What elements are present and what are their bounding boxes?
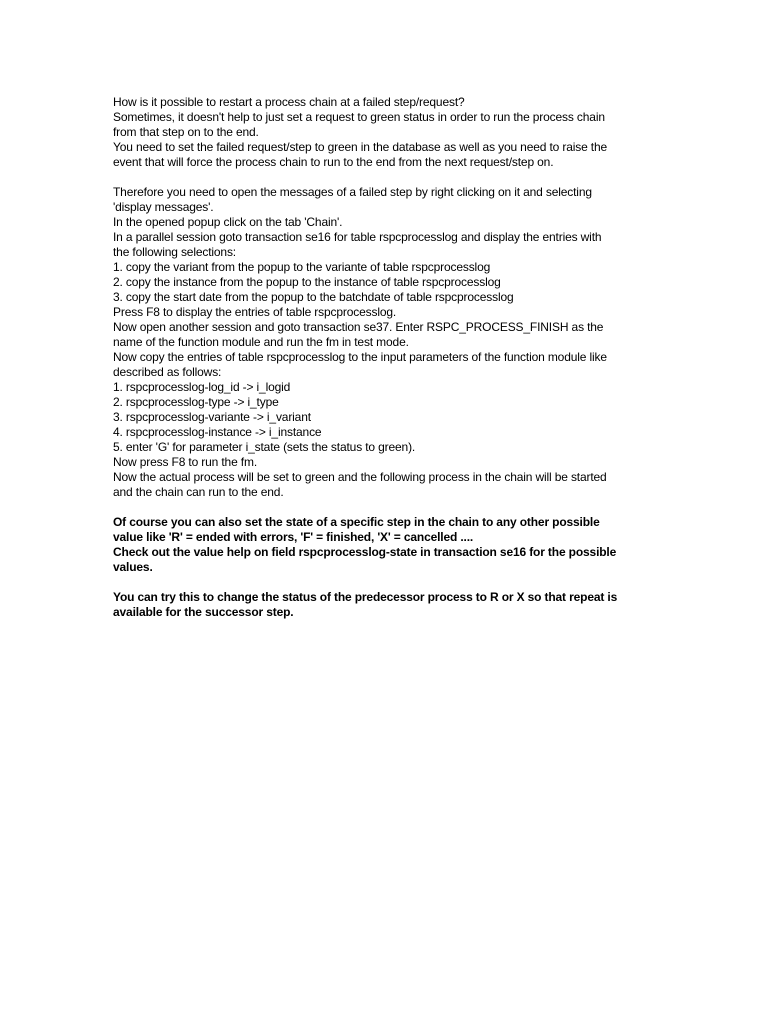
text-line: value like 'R' = ended with errors, 'F' = finished, 'X' = cancelled .... xyxy=(113,530,474,544)
text-line: 'display messages'. xyxy=(113,200,214,214)
text-line: 3. copy the start date from the popup to the batchdate of table rspcprocesslog xyxy=(113,290,514,304)
paragraph-gap xyxy=(113,575,668,590)
instructions-paragraph xyxy=(113,185,668,500)
text-line: Press F8 to display the entries of table rspcprocesslog. xyxy=(113,305,397,319)
text-line: 1. copy the variant from the popup to the variante of table rspcprocesslog xyxy=(113,260,491,274)
text-line: values. xyxy=(113,560,153,574)
text-line: 3. rspcprocesslog-variante -> i_variant xyxy=(113,410,311,424)
text-line: In the opened popup click on the tab 'Chain'. xyxy=(113,215,343,229)
text-line: Now copy the entries of table rspcprocesslog to the input parameters of the function module like xyxy=(113,350,607,364)
text-line: available for the successor step. xyxy=(113,605,294,619)
text-line: Sometimes, it doesn't help to just set a request to green status in order to run the process chain xyxy=(113,110,605,124)
text-line: Check out the value help on field rspcprocesslog-state in transaction se16 for the possible xyxy=(113,545,617,559)
state-note-paragraph xyxy=(113,515,668,575)
text-line: described as follows: xyxy=(113,365,222,379)
paragraph-gap xyxy=(113,500,668,515)
text-line: You can try this to change the status of the predecessor process to R or X so that repeat is xyxy=(113,590,618,604)
text-line: Now open another session and goto transaction se37. Enter RSPC_PROCESS_FINISH as the xyxy=(113,320,604,334)
text-line: name of the function module and run the fm in test mode. xyxy=(113,335,409,349)
text-line: Of course you can also set the state of a specific step in the chain to any other possible xyxy=(113,515,600,529)
paragraph-gap xyxy=(113,170,668,185)
text-line: You need to set the failed request/step to green in the database as well as you need to raise the xyxy=(113,140,608,154)
text-line: 2. rspcprocesslog-type -> i_type xyxy=(113,395,279,409)
text-line: the following selections: xyxy=(113,245,236,259)
text-line: and the chain can run to the end. xyxy=(113,485,284,499)
text-line: Therefore you need to open the messages of a failed step by right clicking on it and selecting xyxy=(113,185,592,199)
text-line: In a parallel session goto transaction se16 for table rspcprocesslog and display the entries with xyxy=(113,230,602,244)
text-line: 1. rspcprocesslog-log_id -> i_logid xyxy=(113,380,291,394)
repeat-note-paragraph xyxy=(113,590,668,620)
text-line: 5. enter 'G' for parameter i_state (sets the status to green). xyxy=(113,440,416,454)
text-line: Now the actual process will be set to green and the following process in the chain will be started xyxy=(113,470,607,484)
intro-paragraph xyxy=(113,95,668,170)
text-line: from that step on to the end. xyxy=(113,125,259,139)
text-line: event that will force the process chain to run to the end from the next request/step on. xyxy=(113,155,554,169)
text-line: Now press F8 to run the fm. xyxy=(113,455,258,469)
text-line: How is it possible to restart a process chain at a failed step/request? xyxy=(113,95,465,109)
text-line: 4. rspcprocesslog-instance -> i_instance xyxy=(113,425,322,439)
text-line: 2. copy the instance from the popup to the instance of table rspcprocesslog xyxy=(113,275,501,289)
